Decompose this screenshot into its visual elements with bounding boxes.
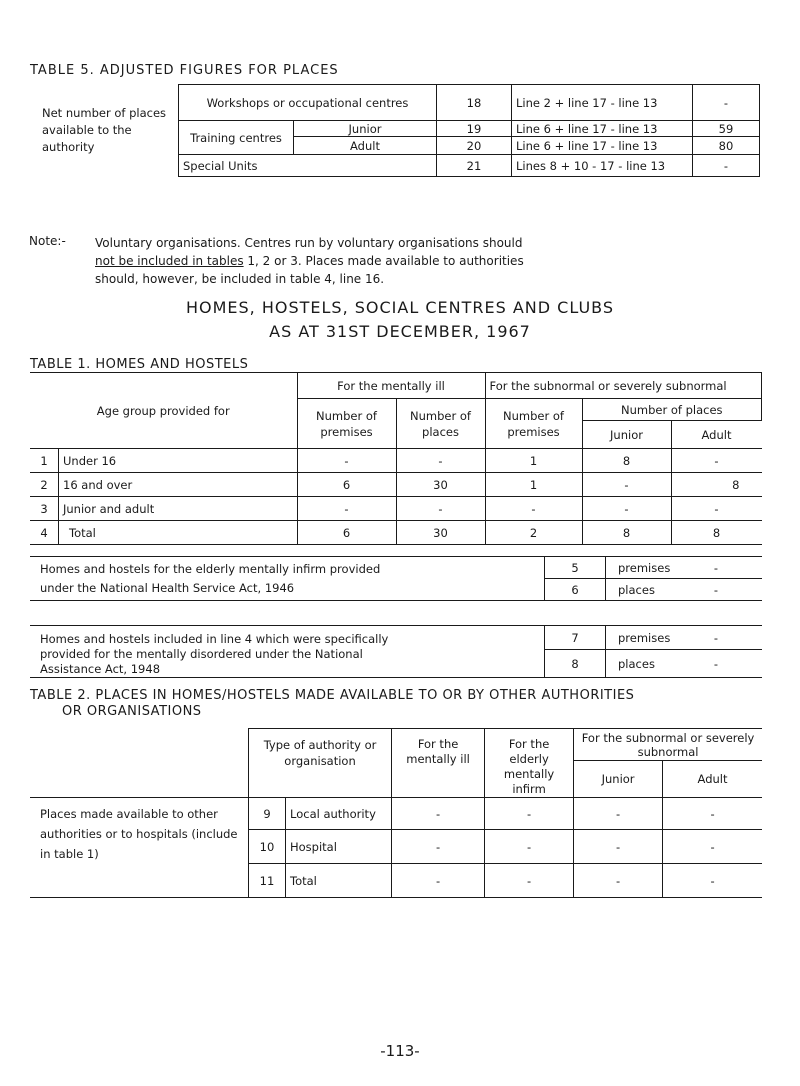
- table1-row-label: Under 16: [59, 449, 298, 473]
- table2-title-cont: OR ORGANISATIONS: [62, 704, 202, 719]
- table1-cell: 1: [485, 473, 582, 497]
- table5-line-no: 21: [437, 155, 512, 177]
- table5-line-no: 18: [437, 85, 512, 121]
- table1-cell: 8: [671, 521, 762, 545]
- table1-row-label: Junior and adult: [59, 497, 298, 521]
- table2-header-mentally-ill: For the mentally ill: [392, 729, 485, 798]
- table5-line-no: 19: [437, 121, 512, 137]
- table2-cell: -: [485, 798, 574, 830]
- box-b-value: -: [713, 656, 718, 671]
- table5-value: 80: [693, 137, 760, 155]
- table1-row-number: 4: [30, 521, 59, 545]
- table1-cell: 8: [582, 449, 671, 473]
- table5-side-label: Net number of places available to the authority: [42, 106, 167, 154]
- box-a-label: premises: [618, 560, 671, 575]
- table2-header-adult: Adult: [663, 761, 762, 798]
- table1-header-junior: Junior: [582, 421, 671, 449]
- note-text: [95, 234, 775, 288]
- box-a-line-no: 5: [545, 557, 606, 579]
- table2-cell: -: [574, 864, 663, 898]
- table2-cell: -: [663, 830, 762, 864]
- table5-value: -: [693, 155, 760, 177]
- table1-header-adult: Adult: [671, 421, 762, 449]
- table5: [30, 84, 760, 177]
- table1-header-places: Number of places: [582, 399, 762, 421]
- table2-cell: -: [392, 830, 485, 864]
- box-a-text: [30, 557, 545, 601]
- table1-row-label: 16 and over: [59, 473, 298, 497]
- table5-line-no: 20: [437, 137, 512, 155]
- table1-group-mentally-ill: For the mentally ill: [297, 373, 485, 399]
- table2-header-subnormal: For the subnormal or severely subnormal: [574, 729, 762, 761]
- table2-row-number: 11: [249, 864, 286, 898]
- table1-cell: 8: [582, 521, 671, 545]
- table1-header-premises: Number of premises: [485, 399, 582, 449]
- table2-cell: -: [392, 864, 485, 898]
- table5-value: 59: [693, 121, 760, 137]
- table2-cell: -: [663, 798, 762, 830]
- table2-row-label: Total: [286, 864, 392, 898]
- box-b-text: [30, 626, 545, 678]
- section-subheading: AS AT 31ST DECEMBER, 1967: [269, 322, 531, 341]
- box-b-line-no: 7: [545, 626, 606, 650]
- table1-row-label: Total: [59, 521, 298, 545]
- note-rest: 1, 2 or 3. Places made available to authorities: [243, 254, 524, 268]
- table1-cell: 1: [485, 449, 582, 473]
- note-line: should, however, be included in table 4, line 16.: [95, 272, 385, 286]
- note-label: Note:-: [29, 234, 66, 248]
- table1-row-number: 3: [30, 497, 59, 521]
- table1-title: TABLE 1. HOMES AND HOSTELS: [30, 357, 249, 372]
- box-a-line-no: 6: [545, 579, 606, 601]
- table1-cell: -: [671, 449, 762, 473]
- table1: [30, 372, 762, 545]
- table5-value: -: [693, 85, 760, 121]
- table2-row-label: Hospital: [286, 830, 392, 864]
- table1-header-premises: Number of premises: [297, 399, 396, 449]
- table5-sub: Junior: [294, 121, 437, 137]
- box-a-value: -: [713, 582, 718, 597]
- table5-desc: Line 2 + line 17 - line 13: [512, 85, 693, 121]
- table5-title: TABLE 5. ADJUSTED FIGURES FOR PLACES: [30, 63, 339, 78]
- table1-row-number: 1: [30, 449, 59, 473]
- note-line: [95, 252, 775, 270]
- table1-cell: -: [671, 497, 762, 521]
- box-b-label: places: [618, 656, 655, 671]
- table1-row-number: 2: [30, 473, 59, 497]
- box-b-label: premises: [618, 630, 671, 645]
- table1-cell: 30: [396, 473, 485, 497]
- table1-cell: 30: [396, 521, 485, 545]
- table2-title: TABLE 2. PLACES IN HOMES/HOSTELS MADE AVAILABLE TO OR BY OTHER AUTHORITIES: [30, 688, 635, 703]
- table5-desc: Line 6 + line 17 - line 13: [512, 137, 693, 155]
- box-b-line-no: 8: [545, 650, 606, 678]
- table2-cell: -: [392, 798, 485, 830]
- table5-row-name: Training centres: [179, 121, 294, 155]
- table1-cell: 6: [297, 473, 396, 497]
- table1-cell: -: [396, 497, 485, 521]
- box-a-line: under the National Health Service Act, 1946: [40, 580, 295, 595]
- box-national-assistance: [30, 625, 762, 678]
- table1-cell: -: [297, 449, 396, 473]
- box-a-label: places: [618, 582, 655, 597]
- table5-desc: Line 6 + line 17 - line 13: [512, 121, 693, 137]
- table1-header-places: Number of places: [396, 399, 485, 449]
- box-b-line: provided for the mentally disordered under the National: [40, 647, 363, 661]
- table5-desc: Lines 8 + 10 - 17 - line 13: [512, 155, 693, 177]
- table2-cell: -: [485, 864, 574, 898]
- table5-row-name: Workshops or occupational centres: [179, 85, 437, 121]
- table1-cell: -: [396, 449, 485, 473]
- table2-cell: -: [485, 830, 574, 864]
- table1-cell: 8: [671, 473, 762, 497]
- table2-cell: -: [663, 864, 762, 898]
- table1-age-header: Age group provided for: [30, 373, 297, 449]
- table5-row-name: Special Units: [179, 155, 437, 177]
- table1-cell: -: [297, 497, 396, 521]
- table5-sub: Adult: [294, 137, 437, 155]
- page-number: -113-: [380, 1042, 420, 1060]
- box-b-line: Homes and hostels included in line 4 which were specifically: [40, 632, 389, 646]
- table2-header-type: Type of authority or organisation: [249, 729, 392, 798]
- note-underlined: not be included in tables: [95, 254, 244, 268]
- box-b-line: Assistance Act, 1948: [40, 662, 161, 676]
- table1-cell: 6: [297, 521, 396, 545]
- table1-cell: 2: [485, 521, 582, 545]
- table1-cell: -: [485, 497, 582, 521]
- table1-cell: -: [582, 473, 671, 497]
- table1-group-subnormal: For the subnormal or severely subnormal: [485, 373, 762, 399]
- table2-cell: -: [574, 830, 663, 864]
- box-a-line: Homes and hostels for the elderly mentally infirm provided: [40, 561, 381, 576]
- table2-row-number: 10: [249, 830, 286, 864]
- box-elderly-nhs: [30, 556, 762, 601]
- table1-cell: -: [582, 497, 671, 521]
- table2-header-elderly: For the elderly mentally infirm: [485, 729, 574, 798]
- note-line: Voluntary organisations. Centres run by voluntary organisations should: [95, 236, 523, 250]
- table2-row-number: 9: [249, 798, 286, 830]
- table2-side-label: Places made available to other authorities or to hospitals (include in table 1): [30, 798, 249, 898]
- table2: [30, 728, 762, 898]
- section-heading: HOMES, HOSTELS, SOCIAL CENTRES AND CLUBS: [185, 298, 615, 317]
- box-b-value: -: [713, 630, 718, 645]
- table2-row-label: Local authority: [286, 798, 392, 830]
- box-a-value: -: [713, 560, 718, 575]
- table2-cell: -: [574, 798, 663, 830]
- table2-header-junior: Junior: [574, 761, 663, 798]
